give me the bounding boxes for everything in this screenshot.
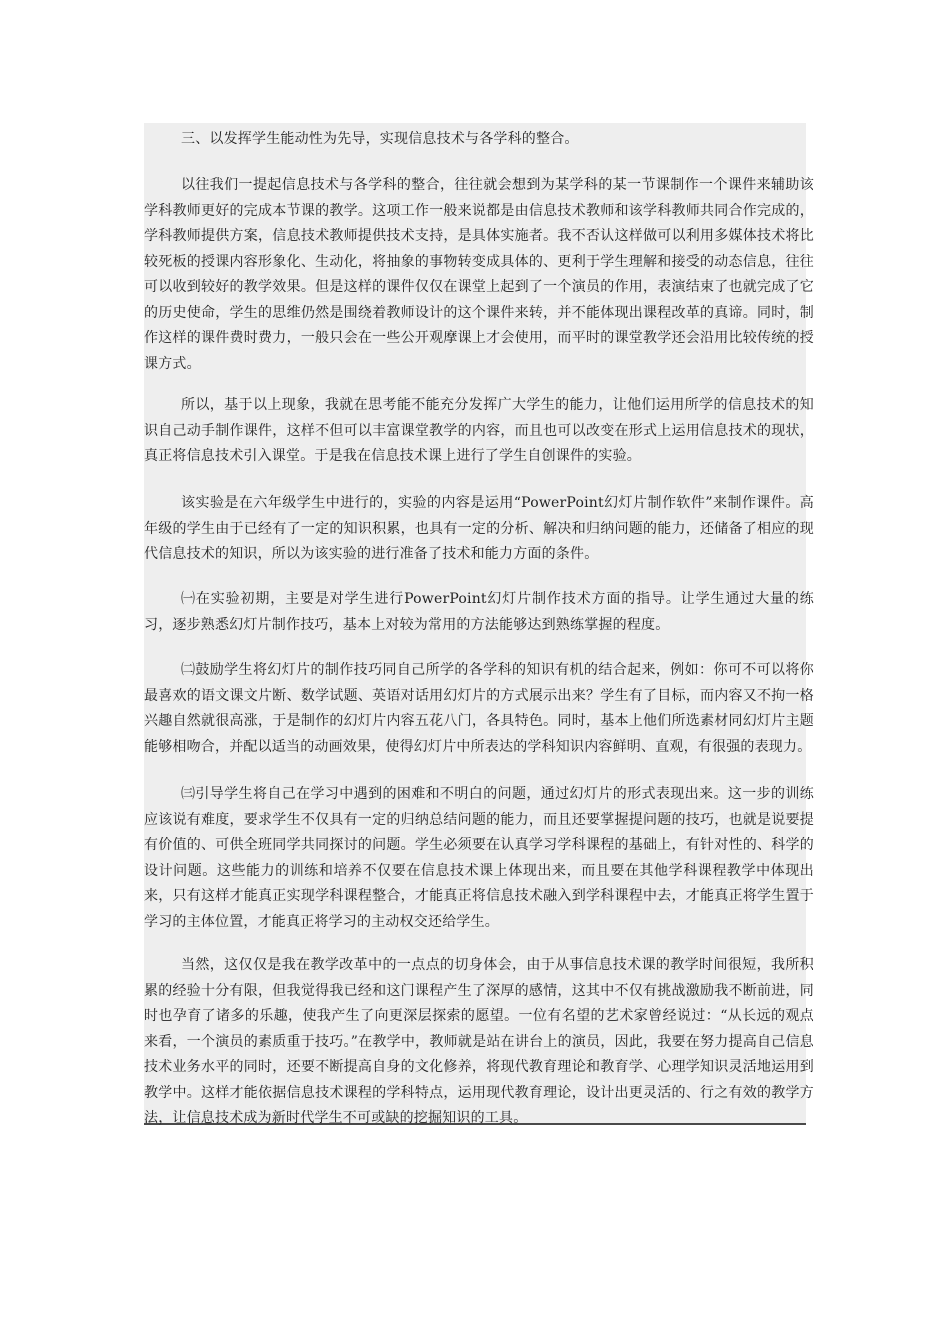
paragraph-5: ㈡鼓励学生将幻灯片的制作技巧同自己所学的各学科的知识有机的结合起来，例如：你可不可以将你最喜欢的语文课文片断、数学试题、英语对话用幻灯片的方式展示出来？学生有了目标，而内容又不拘一格兴趣自然就很高涨，于是制作的幻灯片内容五花八门，各具特色。同时，基本上他们所选素材同幻灯片主题能够相吻合，并配以适当的动画效果，使得幻灯片中所表达的学科知识内容鲜明、直观，有很强的表现力。 [144, 662, 814, 755]
paragraph-1: 以往我们一提起信息技术与各学科的整合，往往就会想到为某学科的某一节课制作一个课件来辅助该学科教师更好的完成本节课的教学。这项工作一般来说都是由信息技术教师和该学科教师共同合作完成的，学科教师提供方案，信息技术教师提供技术支持，是具体实施者。我不否认这样做可以利用多媒体技术将比较死板的授课内容形象化、生动化，将抽象的事物转变成具体的、更利于学生理解和接受的动态信息，往往可以收到较好的教学效果。但是这样的课件仅仅在课堂上起到了一个演员的作用，表演结束了也就完成了它的历史使命，学生的思维仍然是围绕着教师设计的这个课件来转，并不能体现出课程改革的真谛。同时，制作这样的课件费时费力，一般只会在一些公开观摩课上才会使用，而平时的课堂教学还会沿用比较传统的授课方式。 [144, 177, 814, 372]
paragraph-3: 该实验是在六年级学生中进行的，实验的内容是运用“PowerPoint幻灯片制作软件”来制作课件。高年级的学生由于已经有了一定的知识积累，也具有一定的分析、解决和归纳问题的能力，还储备了相应的现代信息技术的知识，所以为该实验的进行准备了技术和能力方面的条件。 [144, 495, 814, 562]
paragraph-6: ㈢引导学生将自己在学习中遇到的困难和不明白的问题，通过幻灯片的形式表现出来。这一步的训练应该说有难度，要求学生不仅具有一定的归纳总结问题的能力，而且还要掌握提问题的技巧，也就是说要提有价值的、可供全班同学共同探讨的问题。学生必须要在认真学习学科课程的基础上，有针对性的、科学的设计问题。这些能力的训练和培养不仅要在信息技术课上体现出来，而且要在其他学科课程教学中体现出来，只有这样才能真正实现学科课程整合，才能真正将信息技术融入到学科课程中去，才能真正将学生置于学习的主体位置，才能真正将学习的主动权交还给学生。 [144, 786, 814, 930]
paragraph-4: ㈠在实验初期，主要是对学生进行PowerPoint幻灯片制作技术方面的指导。让学生通过大量的练习，逐步熟悉幻灯片制作技巧，基本上对较为常用的方法能够达到熟练掌握的程度。 [144, 591, 814, 633]
section-heading: 三、以发挥学生能动性为先导，实现信息技术与各学科的整合。 [181, 131, 579, 147]
paragraph-2: 所以，基于以上现象，我就在思考能不能充分发挥广大学生的能力，让他们运用所学的信息技术的知识自己动手制作课件，这样不但可以丰富课堂教学的内容，而且也可以改变在形式上运用信息技术的现状，真正将信息技术引入课堂。于是我在信息技术课上进行了学生自创课件的实验。 [144, 397, 814, 464]
document-body [144, 123, 814, 1126]
paragraph-7: 当然，这仅仅是我在教学改革中的一点点的切身体会，由于从事信息技术课的教学时间很短，我所积累的经验十分有限，但我觉得我已经和这门课程产生了深厚的感情，这其中不仅有挑战激励我不断前进，同时也孕育了诸多的乐趣，使我产生了向更深层探索的愿望。一位有名望的艺术家曾经说过：“从长远的观点来看，一个演员的素质重于技巧。”在教学中，教师就是站在讲台上的演员，因此，我要在努力提高自己信息技术业务水平的同时，还要不断提高自身的文化修养，将现代教育理论和教育学、心理学知识灵活地运用到教学中。这样才能依据信息技术课程的学科特点，运用现代教育理论，设计出更灵活的、行之有效的教学方法，让信息技术成为新时代学生不可或缺的挖掘知识的工具。 [144, 957, 814, 1126]
